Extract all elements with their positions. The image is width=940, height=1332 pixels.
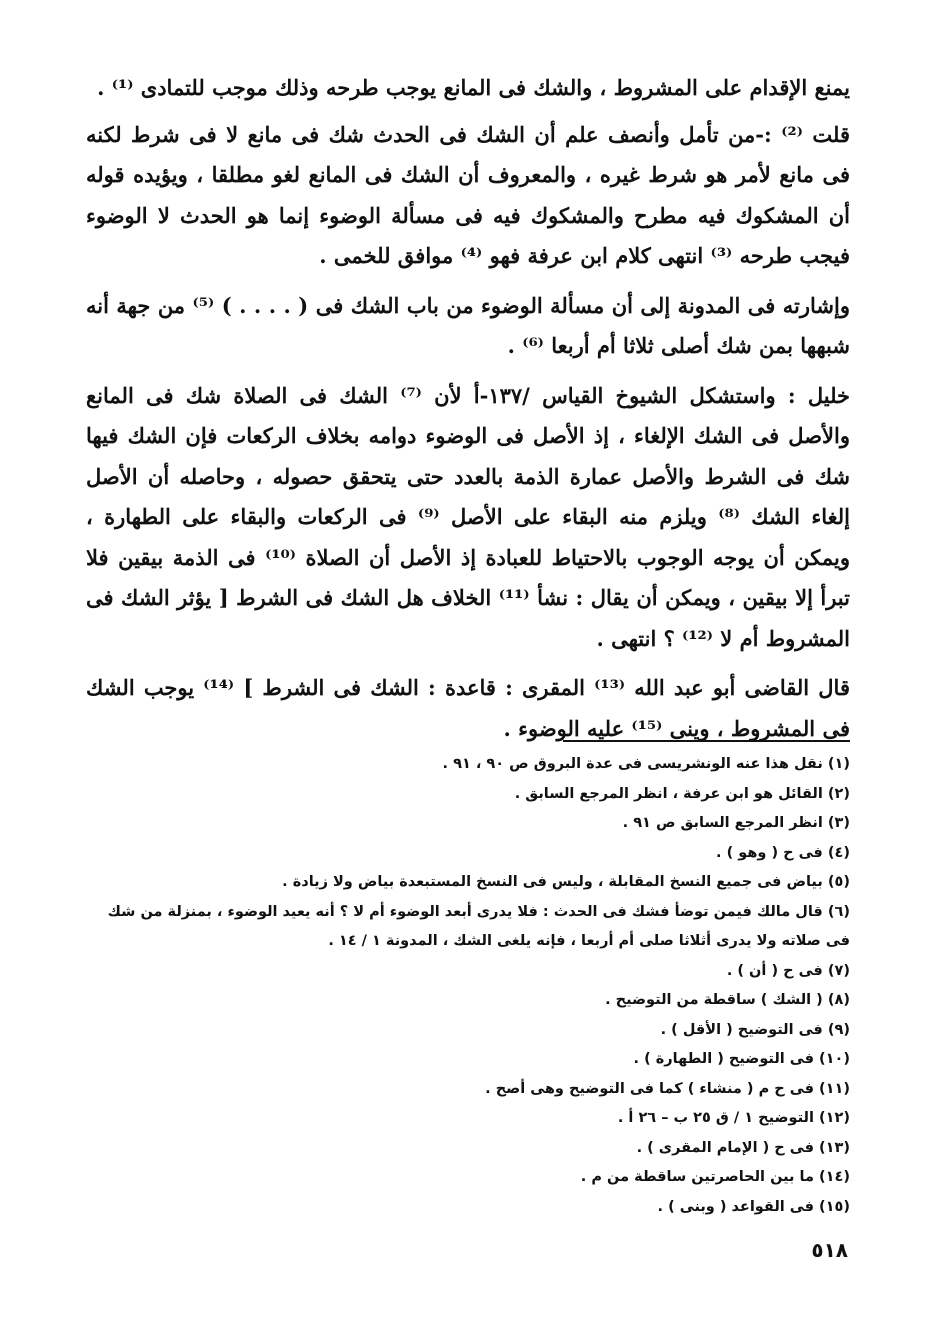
footnote-2: (٢) القائل هو ابن عرفة ، انظر المرجع السابق . bbox=[514, 785, 850, 802]
footnote-15: (١٥) فى القواعد ( وبنى ) . bbox=[657, 1198, 850, 1215]
footnote-divider bbox=[563, 740, 850, 742]
footnote-3: (٣) انظر المرجع السابق ص ٩١ . bbox=[622, 815, 850, 831]
footnote-4: (٤) فى ح ( وهو ) . bbox=[716, 844, 850, 861]
footnotes bbox=[86, 750, 850, 1222]
paragraph-1: يمنع الإقدام على المشروط ، والشك فى المانع يوجب طرحه وذلك موجب للتمادى ⁽¹⁾ . bbox=[97, 75, 850, 100]
paragraph-5: قال القاضى أبو عبد الله ⁽¹³⁾ المقرى : قاعدة : الشك فى الشرط ] ⁽¹⁴⁾ يوجب الشك فى المشروط ، وينى ⁽¹⁵⁾ عليه الوضوء . bbox=[86, 675, 850, 741]
footnote-7: (٧) فى ح ( أن ) . bbox=[726, 962, 850, 979]
footnote-9: (٩) فى التوضيح ( الأقل ) . bbox=[660, 1021, 850, 1038]
paragraph-3: وإشارته فى المدونة إلى أن مسألة الوضوء من باب الشك فى ( . . . . ) ⁽⁵⁾ من جهة أنه شبهها بمن شك أصلى ثلاثا أم أربعا ⁽⁶⁾ . bbox=[86, 292, 850, 358]
footnote-1: (١) نقل هذا عنه الونشريسى فى عدة البروق ص ٩٠ ، ٩١ . bbox=[442, 756, 850, 772]
page-number: ٥١٨ bbox=[811, 1238, 848, 1262]
footnote-13: (١٣) فى ح ( الإمام المقرى ) . bbox=[636, 1139, 850, 1156]
footnote-12: (١٢) التوضيح ١ / ق ٢٥ ب – ٢٦ أ . bbox=[617, 1110, 850, 1126]
footnote-5: (٥) بياض فى جميع النسخ المقابلة ، وليس فى النسخ المستبعدة بياض ولا زيادة . bbox=[282, 874, 850, 890]
footnote-8: (٨) ( الشك ) ساقطة من التوضيح . bbox=[605, 992, 850, 1008]
paragraph-4: خليل : واستشكل الشيوخ القياس /١٣٧-أ لأن ⁽⁷⁾ الشك فى الصلاة شك فى المانع والأصل فى الشك الإلغاء ، إذ الأصل فى الوضوء دوامه بخلاف الركعات فإن الشك فيها شك فى الشرط والأصل عمارة الذمة بالعدد حتى يتحقق حصوله ، وحاصله أن الأصل إلغاء الشك ⁽⁸⁾ ويلزم منه البقاء على الأصل ⁽⁹⁾ فى الركعات والبقاء على الطهارة ، ويمكن أن يوجه الوجوب بالاحتياط للعبادة إذ الأصل أن الصلاة ⁽¹⁰⁾ فى الذمة بيقين فلا تبرأ إلا بيقين ، ويمكن أن يقال : نشأ ⁽¹¹⁾ الخلاف هل الشك فى الشرط [ يؤثر الشك فى المشروط أم لا ⁽¹²⁾ ؟ انتهى . bbox=[86, 382, 850, 651]
footnote-14: (١٤) ما بين الحاصرتين ساقطة من م . bbox=[580, 1169, 850, 1185]
main-text-body bbox=[86, 68, 850, 758]
footnote-6: (٦) قال مالك فيمن توضأ فشك فى الحدث : فلا يدرى أبعد الوضوء أم لا ؟ أنه يعيد الوضوء ، بمنزلة من شك فى صلاته ولا يدرى أثلاثا صلى أم أربعا ، فإنه يلغى الشك ، المدونة ١ / ١٤ . bbox=[107, 903, 850, 949]
footnote-11: (١١) فى ح م ( منشاء ) كما فى التوضيح وهى أصح . bbox=[485, 1080, 850, 1097]
paragraph-2: قلت ⁽²⁾ :-من تأمل وأنصف علم أن الشك فى الحدث شك فى مانع لا فى شرط لكنه فى مانع لأمر هو شرط غيره ، والمعروف أن الشك فى المانع لغو مطلقا ، ويؤيده قوله أن المشكوك فيه مطرح والمشكوك فيه فى مسألة الوضوء إنما هو الحدث لا الوضوء فيجب طرحه ⁽³⁾ انتهى كلام ابن عرفة فهو ⁽⁴⁾ موافق للخمى . bbox=[86, 121, 850, 268]
footnote-10: (١٠) فى التوضيح ( الطهارة ) . bbox=[633, 1051, 850, 1067]
